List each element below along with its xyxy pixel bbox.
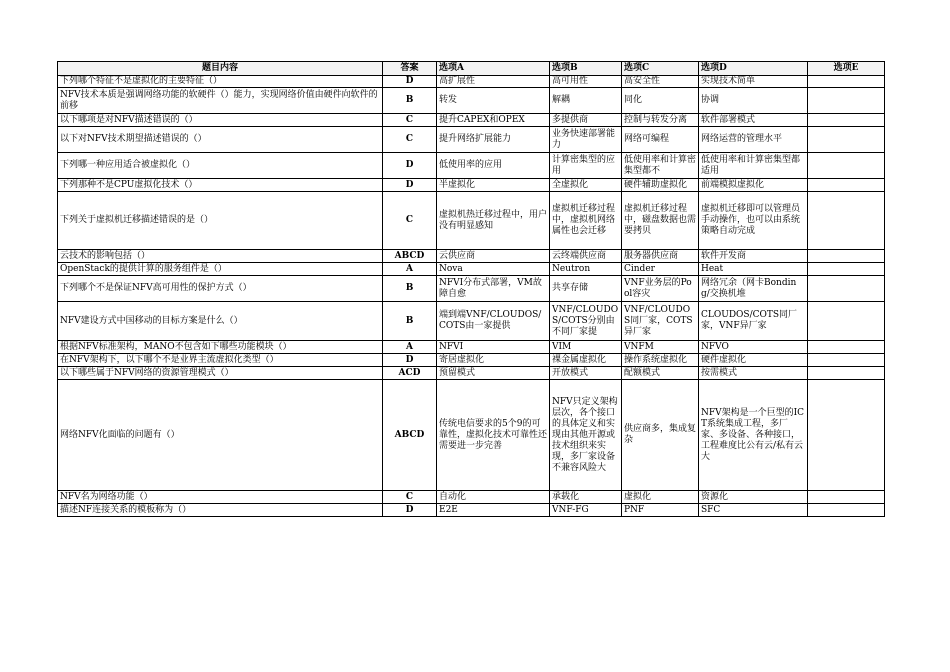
option-a-cell[interactable]: 自动化 bbox=[437, 491, 550, 504]
option-c-cell[interactable]: 网络可编程 bbox=[622, 127, 699, 153]
answer-cell[interactable]: D bbox=[383, 179, 437, 192]
option-e-cell[interactable] bbox=[808, 179, 885, 192]
question-cell[interactable]: 网络NFV化面临的问题有（） bbox=[58, 380, 383, 491]
option-c-cell[interactable]: PNF bbox=[622, 504, 699, 517]
question-cell[interactable]: 下列哪一种应用适合被虚拟化（） bbox=[58, 153, 383, 179]
option-a-cell[interactable]: 端到端VNF/CLOUDOS/COTS由一家提供 bbox=[437, 302, 550, 341]
option-b-cell[interactable]: 虚拟机迁移过程中，虚拟机网络属性也会迁移 bbox=[550, 192, 622, 250]
answer-cell[interactable]: D bbox=[383, 354, 437, 367]
answer-cell[interactable]: B bbox=[383, 302, 437, 341]
option-a-cell[interactable]: 提升网络扩展能力 bbox=[437, 127, 550, 153]
option-c-cell[interactable]: 同化 bbox=[622, 88, 699, 114]
table-row bbox=[58, 276, 885, 302]
table-row bbox=[58, 302, 885, 341]
option-a-cell[interactable]: NFVI分布式部署，VM故障自愈 bbox=[437, 276, 550, 302]
option-b-cell[interactable]: 解耦 bbox=[550, 88, 622, 114]
answer-cell[interactable]: ABCD bbox=[383, 250, 437, 263]
question-cell[interactable]: NFV名为网络功能（） bbox=[58, 491, 383, 504]
option-d-cell[interactable]: 协调 bbox=[699, 88, 808, 114]
option-d-cell[interactable]: Heat bbox=[699, 263, 808, 276]
table-row bbox=[58, 179, 885, 192]
option-c-cell[interactable]: 控制与转发分离 bbox=[622, 114, 699, 127]
option-e-cell[interactable] bbox=[808, 367, 885, 380]
answer-cell[interactable]: C bbox=[383, 127, 437, 153]
option-a-cell[interactable]: 提升CAPEX和OPEX bbox=[437, 114, 550, 127]
option-c-cell[interactable]: 虚拟化 bbox=[622, 491, 699, 504]
question-cell[interactable]: 根据NFV标准架构，MANO不包含如下哪些功能模块（） bbox=[58, 341, 383, 354]
question-cell[interactable]: NFV技术本质是强调网络功能的软硬件（）能力，实现网络价值由硬件向软件的前移 bbox=[58, 88, 383, 114]
option-d-cell[interactable]: 网络冗余（网卡Bonding/交换机堆 bbox=[699, 276, 808, 302]
option-e-cell[interactable] bbox=[808, 153, 885, 179]
option-d-cell[interactable]: 资源化 bbox=[699, 491, 808, 504]
table-row bbox=[58, 380, 885, 491]
option-d-cell[interactable]: 前端模拟虚拟化 bbox=[699, 179, 808, 192]
option-d-cell[interactable]: 实现技术简单 bbox=[699, 76, 808, 88]
answer-cell[interactable]: ACD bbox=[383, 367, 437, 380]
header-option-c[interactable]: 选项C bbox=[622, 62, 699, 76]
option-b-cell[interactable]: 多提供商 bbox=[550, 114, 622, 127]
option-a-cell[interactable]: E2E bbox=[437, 504, 550, 517]
option-b-cell[interactable]: VNF/CLOUDOS/COTS分别由不同厂家提 bbox=[550, 302, 622, 341]
option-a-cell[interactable]: 高扩展性 bbox=[437, 76, 550, 88]
answer-cell[interactable]: C bbox=[383, 192, 437, 250]
option-d-cell[interactable]: 网络运营的管理水平 bbox=[699, 127, 808, 153]
answer-cell[interactable]: B bbox=[383, 88, 437, 114]
option-b-cell[interactable]: 计算密集型的应用 bbox=[550, 153, 622, 179]
question-cell[interactable]: 下列关于虚拟机迁移描述错误的是（） bbox=[58, 192, 383, 250]
question-cell[interactable]: 下列哪个不是保证NFV高可用性的保护方式（） bbox=[58, 276, 383, 302]
option-c-cell[interactable]: 高安全性 bbox=[622, 76, 699, 88]
option-b-cell[interactable]: 全虚拟化 bbox=[550, 179, 622, 192]
question-table bbox=[57, 61, 885, 517]
answer-cell[interactable]: C bbox=[383, 114, 437, 127]
table-row bbox=[58, 153, 885, 179]
table-row bbox=[58, 491, 885, 504]
option-b-cell[interactable]: 裸金属虚拟化 bbox=[550, 354, 622, 367]
option-e-cell[interactable] bbox=[808, 380, 885, 491]
question-cell[interactable]: 以下对NFV技术期望描述错误的（） bbox=[58, 127, 383, 153]
answer-cell[interactable]: D bbox=[383, 76, 437, 88]
option-b-cell[interactable]: VNF-FG bbox=[550, 504, 622, 517]
question-cell[interactable]: OpenStack的提供计算的服务组件是（） bbox=[58, 263, 383, 276]
option-a-cell[interactable]: 预留模式 bbox=[437, 367, 550, 380]
header-option-b[interactable]: 选项B bbox=[550, 62, 622, 76]
table-row bbox=[58, 88, 885, 114]
option-a-cell[interactable]: 转发 bbox=[437, 88, 550, 114]
header-option-d[interactable]: 选项D bbox=[699, 62, 808, 76]
question-cell[interactable]: 下列哪个特征不是虚拟化的主要特征（） bbox=[58, 76, 383, 88]
question-cell[interactable]: 描述NF连接关系的模板称为（） bbox=[58, 504, 383, 517]
option-d-cell[interactable]: SFC bbox=[699, 504, 808, 517]
option-d-cell[interactable]: 低使用率和计算密集型都适用 bbox=[699, 153, 808, 179]
option-c-cell[interactable]: 操作系统虚拟化 bbox=[622, 354, 699, 367]
table-row bbox=[58, 354, 885, 367]
table-row bbox=[58, 192, 885, 250]
option-e-cell[interactable] bbox=[808, 276, 885, 302]
option-e-cell[interactable] bbox=[808, 76, 885, 88]
option-a-cell[interactable]: 云供应商 bbox=[437, 250, 550, 263]
option-e-cell[interactable] bbox=[808, 114, 885, 127]
option-a-cell[interactable]: 寄居虚拟化 bbox=[437, 354, 550, 367]
option-c-cell[interactable]: 虚拟机迁移过程中，磁盘数据也需要拷贝 bbox=[622, 192, 699, 250]
option-b-cell[interactable]: NFV只定义架构层次，各个接口的具体定义和实现由其他开源或技术组织来实现，多厂家设备不兼容风险大 bbox=[550, 380, 622, 491]
question-cell[interactable]: 以下哪些属于NFV网络的资源管理模式（） bbox=[58, 367, 383, 380]
header-option-e[interactable]: 选项E bbox=[808, 62, 885, 76]
answer-cell[interactable]: A bbox=[383, 263, 437, 276]
option-b-cell[interactable]: 承载化 bbox=[550, 491, 622, 504]
answer-cell[interactable]: A bbox=[383, 341, 437, 354]
answer-cell[interactable]: B bbox=[383, 276, 437, 302]
option-c-cell[interactable]: 硬件辅助虚拟化 bbox=[622, 179, 699, 192]
question-cell[interactable]: 下列那种不是CPU虚拟化技术（） bbox=[58, 179, 383, 192]
option-a-cell[interactable]: NFVI bbox=[437, 341, 550, 354]
option-d-cell[interactable]: 硬件虚拟化 bbox=[699, 354, 808, 367]
option-e-cell[interactable] bbox=[808, 263, 885, 276]
option-b-cell[interactable]: VIM bbox=[550, 341, 622, 354]
option-b-cell[interactable]: 共享存储 bbox=[550, 276, 622, 302]
answer-cell[interactable]: D bbox=[383, 504, 437, 517]
option-a-cell[interactable]: 虚拟机热迁移过程中，用户没有明显感知 bbox=[437, 192, 550, 250]
question-cell[interactable]: 在NFV架构下，以下哪个不是业界主流虚拟化类型（） bbox=[58, 354, 383, 367]
answer-cell[interactable]: D bbox=[383, 153, 437, 179]
option-b-cell[interactable]: 业务快速部署能力 bbox=[550, 127, 622, 153]
table-row bbox=[58, 114, 885, 127]
option-c-cell[interactable]: VNFM bbox=[622, 341, 699, 354]
option-b-cell[interactable]: 高可用性 bbox=[550, 76, 622, 88]
option-e-cell[interactable] bbox=[808, 88, 885, 114]
table-row bbox=[58, 504, 885, 517]
option-d-cell[interactable]: CLOUDOS/COTS同厂家，VNF异厂家 bbox=[699, 302, 808, 341]
option-a-cell[interactable]: Nova bbox=[437, 263, 550, 276]
table-row bbox=[58, 263, 885, 276]
option-c-cell[interactable]: 低使用率和计算密集型都不 bbox=[622, 153, 699, 179]
option-c-cell[interactable]: Cinder bbox=[622, 263, 699, 276]
answer-cell[interactable]: ABCD bbox=[383, 380, 437, 491]
table-row bbox=[58, 250, 885, 263]
option-c-cell[interactable]: 服务器供应商 bbox=[622, 250, 699, 263]
option-d-cell[interactable]: NFV架构是一个巨型的ICT系统集成工程，多厂家、多设备、各种接口，工程难度比公有云/私有云大 bbox=[699, 380, 808, 491]
header-question[interactable]: 题目内容 bbox=[58, 62, 383, 76]
question-cell[interactable]: NFV建设方式中国移动的目标方案是什么（） bbox=[58, 302, 383, 341]
header-row bbox=[58, 62, 885, 76]
option-d-cell[interactable]: 软件开发商 bbox=[699, 250, 808, 263]
option-a-cell[interactable]: 低使用率的应用 bbox=[437, 153, 550, 179]
table-row bbox=[58, 76, 885, 88]
option-e-cell[interactable] bbox=[808, 504, 885, 517]
option-d-cell[interactable]: 虚拟机迁移即可以管理员手动操作，也可以由系统策略自动完成 bbox=[699, 192, 808, 250]
table-row bbox=[58, 367, 885, 380]
option-e-cell[interactable] bbox=[808, 192, 885, 250]
option-c-cell[interactable]: VNF业务层的Pool容灾 bbox=[622, 276, 699, 302]
option-d-cell[interactable]: NFVO bbox=[699, 341, 808, 354]
table-row bbox=[58, 127, 885, 153]
question-cell[interactable]: 以下哪项是对NFV描述错误的（） bbox=[58, 114, 383, 127]
option-e-cell[interactable] bbox=[808, 491, 885, 504]
option-e-cell[interactable] bbox=[808, 302, 885, 341]
option-e-cell[interactable] bbox=[808, 250, 885, 263]
option-e-cell[interactable] bbox=[808, 341, 885, 354]
option-d-cell[interactable]: 软件部署模式 bbox=[699, 114, 808, 127]
option-a-cell[interactable]: 传统电信要求的5个9的可靠性，虚拟化技术可靠性还需要进一步完善 bbox=[437, 380, 550, 491]
table-row bbox=[58, 341, 885, 354]
option-a-cell[interactable]: 半虚拟化 bbox=[437, 179, 550, 192]
option-e-cell[interactable] bbox=[808, 354, 885, 367]
option-b-cell[interactable]: 云终端供应商 bbox=[550, 250, 622, 263]
option-c-cell[interactable]: 供应商多，集成复杂 bbox=[622, 380, 699, 491]
option-c-cell[interactable]: 配额模式 bbox=[622, 367, 699, 380]
option-b-cell[interactable]: Neutron bbox=[550, 263, 622, 276]
option-b-cell[interactable]: 开放模式 bbox=[550, 367, 622, 380]
header-answer[interactable]: 答案 bbox=[383, 62, 437, 76]
answer-cell[interactable]: C bbox=[383, 491, 437, 504]
option-d-cell[interactable]: 按需模式 bbox=[699, 367, 808, 380]
option-e-cell[interactable] bbox=[808, 127, 885, 153]
option-c-cell[interactable]: VNF/CLOUDOS同厂家，COTS异厂家 bbox=[622, 302, 699, 341]
header-option-a[interactable]: 选项A bbox=[437, 62, 550, 76]
question-cell[interactable]: 云技术的影响包括（） bbox=[58, 250, 383, 263]
